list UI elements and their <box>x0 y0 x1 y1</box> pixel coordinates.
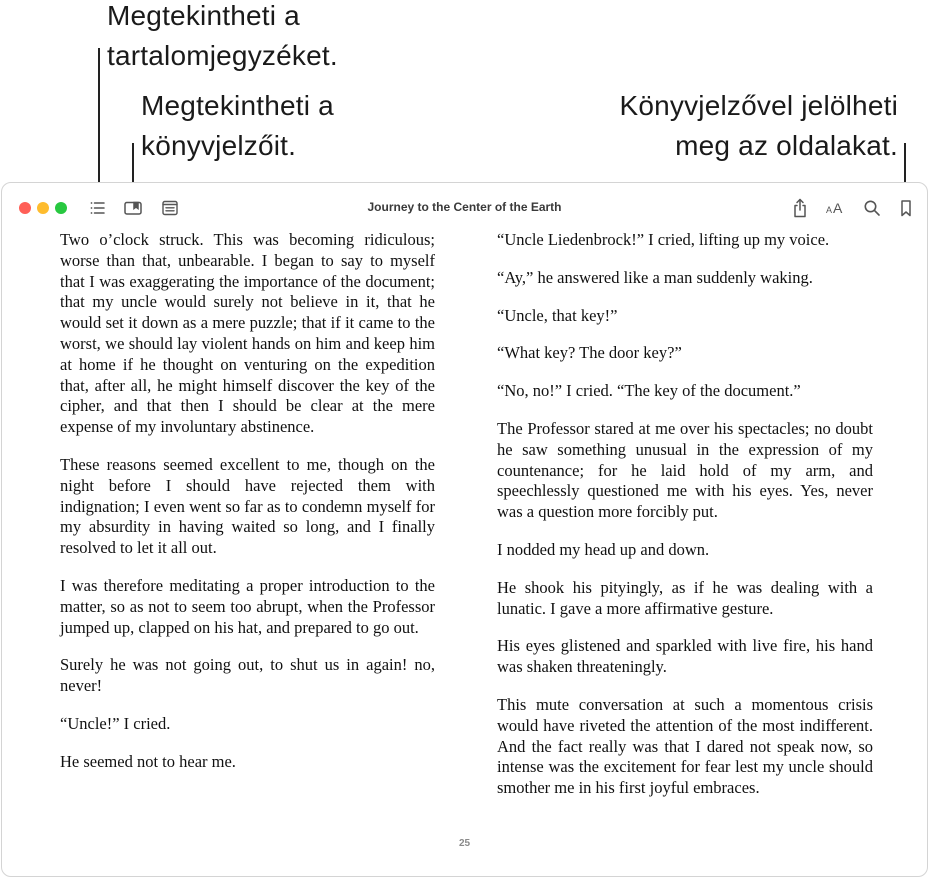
toolbar <box>2 183 927 233</box>
callout-line: Megtekintheti a <box>107 0 300 31</box>
callout-line: Könyvjelzővel jelölheti <box>619 90 898 121</box>
paragraph: He shook his pityingly, as if he was dealing with a lunatic. I gave a more affirmative gesture. <box>497 577 873 618</box>
callout-add-bookmark <box>619 86 898 166</box>
books-window <box>1 182 928 877</box>
paragraph: Two o’clock struck. This was becoming ridiculous; worse than that, unbearable. I began to say to myself that I was exaggerating the importance of the document; that my uncle would surely not believe in it, that he would set it down as a mere puzzle; that if it came to the worst, we should lay violent hands on him and keep him at home if he thought on venturing on the expedition that, after all, he might himself discover the key of the cipher, and that then I should be clear at the mere expense of my involuntary abstinence. <box>60 230 435 437</box>
callout-line: meg az oldalakat. <box>675 130 898 161</box>
paragraph: “Uncle Liedenbrock!” I cried, lifting up my voice. <box>497 230 830 249</box>
callout-table-of-contents <box>107 0 338 76</box>
paragraph: “What key? The door key?” <box>497 343 682 363</box>
bookmark-icon[interactable] <box>893 195 919 221</box>
paragraph: “No, no!” I cried. “The key of the document.” <box>497 381 801 401</box>
right-page <box>497 230 873 816</box>
paragraph: This mute conversation at such a momentous crisis would have riveted the attention of the most indifferent. And the fact really was that I dared not speak now, so intense was the excitement for fear lest my uncle should smother me in his first joyful embraces. <box>497 694 873 798</box>
left-page <box>60 230 435 790</box>
search-icon[interactable] <box>859 195 885 221</box>
share-icon[interactable] <box>787 195 813 221</box>
page-number: 25 <box>458 838 471 849</box>
paragraph: The Professor stared at me over his spectacles; no doubt he saw something unusual in the expression of my countenance; for he laid hold of my arm, and speechlessly questioned me with his eyes. Yes, never was a question more forcibly put. <box>497 418 873 522</box>
paragraph: These reasons seemed excellent to me, though on the night before I should have rejected them with indignation; I even went so far as to condemn myself for my absurdity in having waited so long, and I finally resolved to let it all out. <box>60 454 435 558</box>
svg-text:A: A <box>833 200 843 216</box>
font-size-icon[interactable] <box>823 195 849 221</box>
svg-text:A: A <box>826 205 833 215</box>
book-title: Journey to the Center of the Earth <box>367 200 562 214</box>
leader-line-toc <box>98 48 100 188</box>
paragraph: “Ay,” he answered like a man suddenly waking. <box>497 267 813 287</box>
paragraph: I was therefore meditating a proper introduction to the matter, so as not to seem too abrupt, when the Professor jumped up, clapped on his hat, and prepared to go out. <box>60 575 435 637</box>
callout-line: tartalomjegyzéket. <box>107 40 338 71</box>
callout-line: Megtekintheti a <box>141 90 334 121</box>
paragraph: “Uncle, that key!” <box>497 305 618 325</box>
paragraph: His eyes glistened and sparkled with live fire, his hand was shaken threateningly. <box>497 636 873 677</box>
paragraph: Surely he was not going out, to shut us in again! no, never! <box>60 655 435 696</box>
callout-bookmarks <box>141 86 334 166</box>
callout-line: könyvjelzőit. <box>141 130 297 161</box>
paragraph: He seemed not to hear me. <box>60 751 236 771</box>
paragraph: I nodded my head up and down. <box>497 539 710 559</box>
paragraph: “Uncle!” I cried. <box>60 713 171 733</box>
